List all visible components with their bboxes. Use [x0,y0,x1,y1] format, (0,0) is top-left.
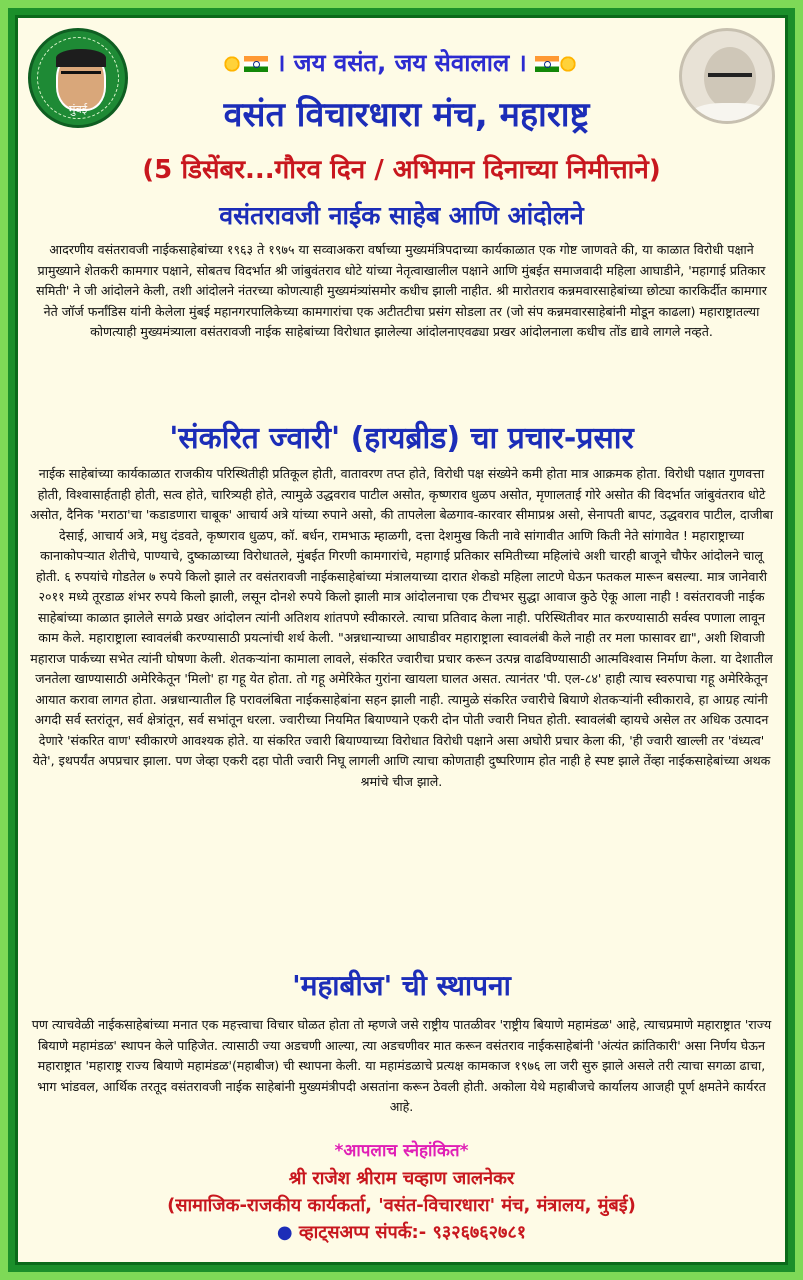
indian-flag-icon [535,56,559,72]
seal-city: मुंबई [68,103,88,116]
portrait-photo [679,28,775,124]
sun-icon [223,55,241,73]
contact-text: व्हाट्सअप्प संपर्क:- ९३२६७६२७८१ [298,1222,527,1243]
bullet-icon: ● [276,1222,299,1243]
author-name: श्री राजेश श्रीराम चव्हाण जालनेकर [288,1168,515,1189]
section-heading-mahabeej: 'महाबीज' ची स्थापना [292,969,511,1002]
page-subtitle: (5 डिसेंबर...गौरव दिन / अभिमान दिनाच्या निमीत्ताने) [142,155,661,185]
page-title: वसंत विचारधारा मंच, महाराष्ट्र [223,95,590,135]
section-text-hybrid-jowar: नाईक साहेबांच्या कार्यकाळात राजकीय परिस्थितीही प्रतिकूल होती, वातावरण तप्त होते, विरोधी पक्ष संख्येने कमी होता मात्र आक्रमक होता. विरोधी पक्षात गुणवत्ता होती, विश्वासार्हताही होती, सत्व होते, चारित्र्यही होते, त्यामुळे उद्धवराव पाटील असोत, कृष्णराव धुळप असोत, मृणालताई गोरे असोत की विदर्भात जांबुवंतराव धोटे असोत, दैनिक 'मराठा'चा 'कडाडणारा चाबूक' आचार्य अत्रे यांच्या रुपाने असो, की तापलेला बेळगाव-कारवार सीमाप्रश्न असो, सेनापती बापट, उद्धवराव पाटील, दाजीबा देसाई, आचार्य अत्रे, मधु दंडवते, कृष्णराव धुळप, कॉ. बर्धन, रामभाऊ म्हाळगी, दत्ता देशमुख किती नावे सांगावीत आणि किती नेते सांगावेत ! महाराष्ट्राच्या कानाकोपऱ्यात शेतीचे, पाण्याचे, दुष्काळाच्या विरोधातले, मुंबईत गिरणी कामगारांचे, महागाई प्रतिकार समितीच्या महिलांचे अशी चारही बाजूने चौफेर आंदोलने चालू होती. ६ रुपयांचे गोडतेल ७ रुपये किलो झाले तर वसंतरावजी नाईकसाहेबांच्या मंत्रालयाच्या दारात शेकडो महिला लाटणे घेऊन फतकल मारून बसल्या. मात्र जानेवारी २०११ मध्ये तूरडाळ शंभर रुपये किलो झाली, लसून दोनशे रुपये किलो झाली मात्र आंदोलनाचा एक टीचभर सुद्धा आवाज कुठे ऐकू आला नाही ! वसंतरावजी नाईक साहेबांच्या काळात झालेले सगळे प्रखर आंदोलन त्यांनी अतिशय शांतपणे स्वीकारले. त्याचा प्रतिवाद केला नाही. परिस्थितीवर मात करण्यासाठी सर्वस्व पणाला लावून काम केले. महाराष्ट्राला स्वावलंबी करण्यासाठी प्रयत्नांची शर्थ केली. "अन्नधान्याच्या आघाडीवर महाराष्ट्राला स्वावलंबी केले नाही तर मला फासावर द्या", अशी शिवाजी महाराज पार्कच्या सभेत त्यांनी घोषणा केली. शेतकऱ्यांना कामाला लावले, संकरित ज्वारीचा प्रचार करून उत्पन्न वाढविण्यासाठी आत्मविश्वास निर्माण केला. या देशातील जनतेला खाण्यासाठी अमेरिकेतून 'मिलो' हा गहू येत होता. तो गहू अमेरिकेत गुरांना खायला घालत असत. त्यानंतर 'पी. एल-८४' हाही त्याच स्वरुपाचा गहू अमेरिकेतून आयात करावा लागत होता. अन्नधान्यातील हि परावलंबिता नाईकसाहेबांना सहन झाली नाही. त्यामुळे संकरित ज्वारीचे बियाणे शेतकऱ्यांनी स्वीकारावे, हा आग्रह त्यांनी अगदी सर्व स्तरांतून, सर्व क्षेत्रांतून, सर्व सभांतून धरला. ज्वारीच्या नियमित बियाण्याने एकरी दोन पोती ज्वारी निघत होती. स्वावलंबी व्हायचे असेल तर अधिक उत्पादन देणारे 'संकरित वाण' स्वीकारणे आवश्यक होते. या संकरित ज्वारी बियाण्याच्या विरोधात विरोधी पक्षाने असा अघोरी प्रचार केला की, 'ही ज्वारी खाल्ली तर 'वंध्यत्व' येते', इथपर्यंत अपप्रचार झाला. पण जेव्हा एकरी दहा पोती ज्वारी निघू लागली आणि त्याचा कोणताही दुष्परिणाम होत नाही हे स्पष्ट झाले तेंव्हा नाईकसाहेबांच्या अथक श्रमांचे चीज झाले. [30,466,773,789]
sun-icon [559,55,577,73]
section-heading-hybrid-jowar: 'संकरित ज्वारी' (हायब्रीड) चा प्रचार-प्रसार [169,421,634,456]
author-contact [18,1220,785,1244]
closing-greeting: *आपलाच स्नेहांकित* [334,1141,469,1161]
slogan [138,46,665,79]
vasantrao-naik-seal-logo [28,28,128,128]
section-text-mahabeej: पण त्याचवेळी नाईकसाहेबांच्या मनात एक महत्त्वाचा विचार घोळत होता तो म्हणजे जसे राष्ट्रीय पातळीवर 'राष्ट्रीय बियाणे महामंडळ' आहे, त्याचप्रमाणे महाराष्ट्रात 'राज्य बियाणे महामंडळ' स्थापन केले पाहिजेत. त्यासाठी ज्या अडचणी आल्या, त्या अडचणीवर मात करून वसंतराव नाईकसाहेबांनी 'अंत्यंत क्रांतिकारी' असा निर्णय घेऊन महाराष्ट्रात 'महाराष्ट्र राज्य बियाणे महामंडळ'(महाबीज) ची स्थापना केली. या महामंडळाचे प्रत्यक्ष कामकाज १९७६ ला जरी सुरु झाले असले तरी त्याचा सगळा ढाचा, भाग भांडवल, आर्थिक तरतूद वसंतरावजी नाईक साहेबांनी मुख्यमंत्रीपदी असतांना करून ठेवली होती. अकोला येथे महाबीजचे कार्यालय आजही पूर्ण क्षमतेने कार्यरत आहे. [31,1017,772,1114]
author-role: (सामाजिक-राजकीय कार्यकर्ता, 'वसंत-विचारधारा' मंच, मंत्रालय, मुंबई) [167,1195,636,1216]
slogan-text: । जय वसंत, जय सेवालाल । [276,49,527,77]
section-heading-movements: वसंतरावजी नाईक साहेब आणि आंदोलने [219,201,584,230]
section-text-movements: आदरणीय वसंतरावजी नाईकसाहेबांच्या १९६३ ते १९७५ या सव्वाअकरा वर्षाच्या मुख्यमंत्रिपदाच्या कार्यकाळात एक गोष्ट जाणवते की, या काळात विरोधी पक्षाने प्रामुख्याने शेतकरी कामगार पक्षाने, सोबतच विदर्भात श्री जांबुवंतराव धोटे यांच्या नेतृत्वाखालील पक्षाने आणि मुंबईत समाजवादी महिला आघाडीने, 'महागाई प्रतिकार समिती' ने जी आंदोलने केली, तशी आंदोलने नंतरच्या कोणत्याही मुख्यमंत्र्यांसमोर कधीच झाली नाहीत. श्री मारोतराव कन्नमवारसाहेबांच्या छोट्या कारकिर्दीत कामगार नेते जॉर्ज फर्नांडिस यांनी केलेला मुंबई महानगरपालिकेच्या कामगारांचा एक अटीतटीचा प्रसंग सोडला तर (जो संप कन्नमवारसाहेबांनी मोडून काढला) महाराष्ट्रातल्या कोणत्याही मुख्यमंत्र्याला वसंतरावजी नाईक साहेबांच्या विरोधात झालेल्या आंदोलनाएवढ्या प्रखर आंदोलनाला कधीच तोंड द्यावे लागले नव्हते. [36,242,767,339]
poster [15,15,788,1265]
indian-flag-icon [244,56,268,72]
